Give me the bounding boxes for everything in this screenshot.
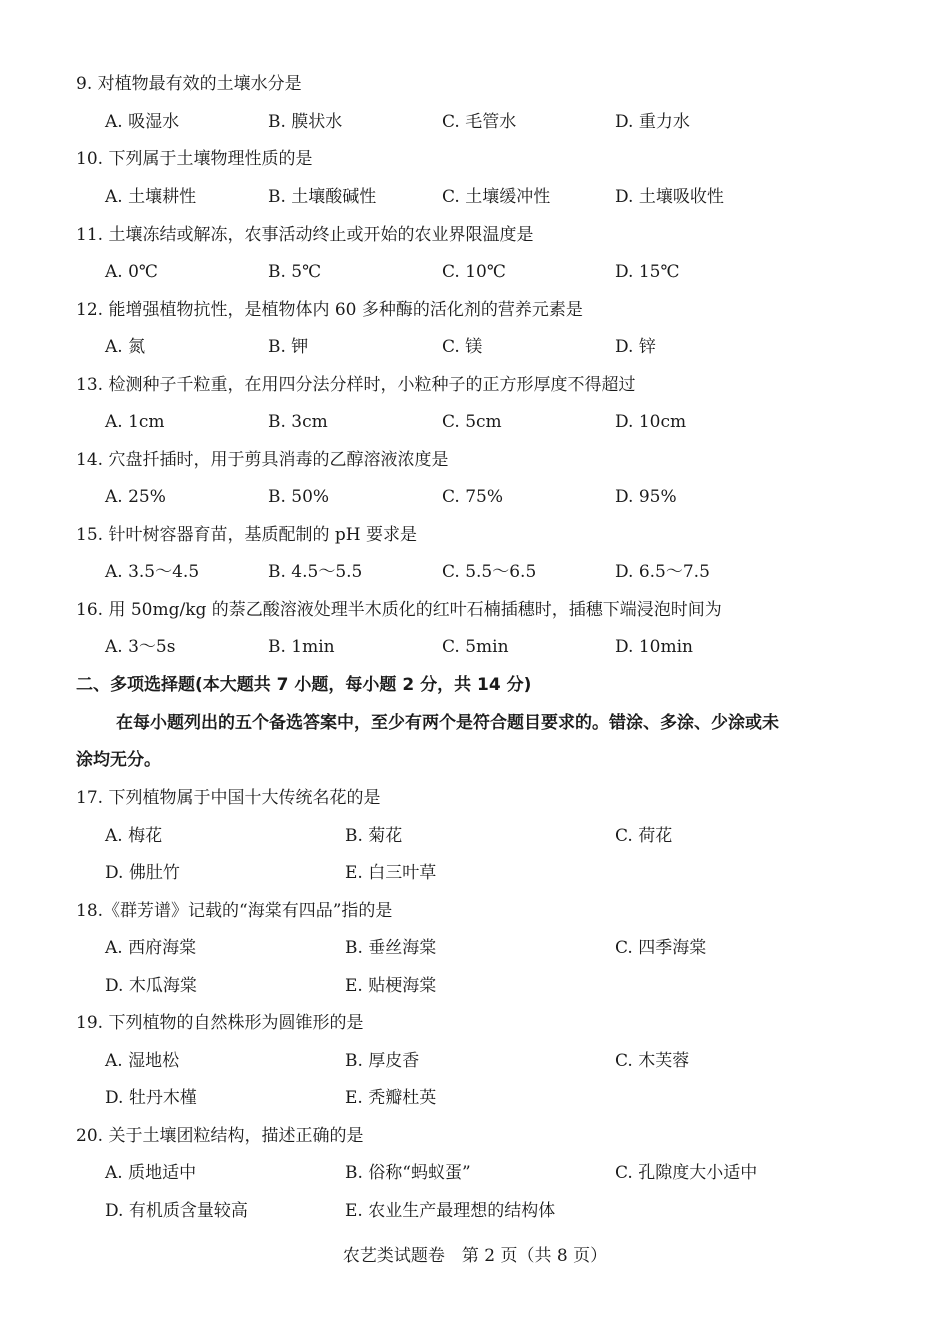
question-9-stem: 9. 对植物最有效的土壤水分是 xyxy=(76,74,302,94)
q11-option-b: B. 5℃ xyxy=(268,262,322,282)
q9-option-d: D. 重力水 xyxy=(615,112,690,132)
q12-option-d: D. 锌 xyxy=(615,337,656,357)
q19-option-b: B. 厚皮香 xyxy=(345,1051,420,1071)
q14-option-c: C. 75% xyxy=(442,487,503,507)
page-footer: 农艺类试题卷 第 2 页（共 8 页） xyxy=(342,1246,608,1266)
q10-option-d: D. 土壤吸收性 xyxy=(615,187,724,207)
q19-option-c: C. 木芙蓉 xyxy=(615,1051,690,1071)
q13-option-c: C. 5cm xyxy=(442,412,502,432)
q13-option-b: B. 3cm xyxy=(268,412,328,432)
q18-option-e: E. 贴梗海棠 xyxy=(345,976,437,996)
question-11-stem: 11. 土壤冻结或解冻，农事活动终止或开始的农业界限温度是 xyxy=(76,225,534,245)
q10-option-c: C. 土壤缓冲性 xyxy=(442,187,551,207)
q20-option-e: E. 农业生产最理想的结构体 xyxy=(345,1201,556,1221)
q9-option-b: B. 膜状水 xyxy=(268,112,343,132)
q15-option-c: C. 5.5～6.5 xyxy=(442,562,537,582)
q11-option-d: D. 15℃ xyxy=(615,262,680,282)
q11-option-a: A. 0℃ xyxy=(105,262,158,282)
question-14-stem: 14. 穴盘扦插时，用于剪具消毒的乙醇溶液浓度是 xyxy=(76,450,449,470)
q20-option-d: D. 有机质含量较高 xyxy=(105,1201,248,1221)
q20-option-c: C. 孔隙度大小适中 xyxy=(615,1163,758,1183)
question-12-stem: 12. 能增强植物抗性，是植物体内 60 多种酶的活化剂的营养元素是 xyxy=(76,300,583,320)
question-16-stem: 16. 用 50mg/kg 的萘乙酸溶液处理半木质化的红叶石楠插穗时，插穗下端浸泡时间为 xyxy=(76,600,722,620)
q14-option-a: A. 25% xyxy=(105,487,166,507)
q17-option-a: A. 梅花 xyxy=(105,826,163,846)
q18-option-d: D. 木瓜海棠 xyxy=(105,976,197,996)
q16-option-a: A. 3～5s xyxy=(105,637,176,657)
q19-option-a: A. 湿地松 xyxy=(105,1051,180,1071)
q15-option-b: B. 4.5～5.5 xyxy=(268,562,363,582)
q16-option-d: D. 10min xyxy=(615,637,693,657)
q9-option-a: A. 吸湿水 xyxy=(105,112,180,132)
question-20-stem: 20. 关于土壤团粒结构，描述正确的是 xyxy=(76,1126,364,1146)
question-19-stem: 19. 下列植物的自然株形为圆锥形的是 xyxy=(76,1013,364,1033)
question-10-stem: 10. 下列属于土壤物理性质的是 xyxy=(76,149,313,169)
q16-option-c: C. 5min xyxy=(442,637,509,657)
q10-option-b: B. 土壤酸碱性 xyxy=(268,187,377,207)
section-2-title: 二、多项选择题(本大题共 7 小题，每小题 2 分，共 14 分) xyxy=(76,675,532,695)
q12-option-a: A. 氮 xyxy=(105,337,146,357)
q15-option-a: A. 3.5～4.5 xyxy=(105,562,200,582)
q15-option-d: D. 6.5～7.5 xyxy=(615,562,710,582)
question-17-stem: 17. 下列植物属于中国十大传统名花的是 xyxy=(76,788,381,808)
q17-option-d: D. 佛肚竹 xyxy=(105,863,180,883)
q13-option-d: D. 10cm xyxy=(615,412,687,432)
q13-option-a: A. 1cm xyxy=(105,412,165,432)
q9-option-c: C. 毛管水 xyxy=(442,112,517,132)
q12-option-b: B. 钾 xyxy=(268,337,309,357)
question-13-stem: 13. 检测种子千粒重，在用四分法分样时，小粒种子的正方形厚度不得超过 xyxy=(76,375,636,395)
q18-option-b: B. 垂丝海棠 xyxy=(345,938,437,958)
q16-option-b: B. 1min xyxy=(268,637,335,657)
q14-option-b: B. 50% xyxy=(268,487,330,507)
q19-option-d: D. 牡丹木槿 xyxy=(105,1088,197,1108)
section-2-instructions-line1: 在每小题列出的五个备选答案中，至少有两个是符合题目要求的。错涂、多涂、少涂或未 xyxy=(116,713,779,733)
q18-option-c: C. 四季海棠 xyxy=(615,938,707,958)
q18-option-a: A. 西府海棠 xyxy=(105,938,197,958)
question-15-stem: 15. 针叶树容器育苗，基质配制的 pH 要求是 xyxy=(76,525,417,545)
q17-option-e: E. 白三叶草 xyxy=(345,863,437,883)
q11-option-c: C. 10℃ xyxy=(442,262,506,282)
q12-option-c: C. 镁 xyxy=(442,337,483,357)
q20-option-a: A. 质地适中 xyxy=(105,1163,197,1183)
q20-option-b: B. 俗称“蚂蚁蛋” xyxy=(345,1163,471,1183)
q10-option-a: A. 土壤耕性 xyxy=(105,187,197,207)
q17-option-c: C. 荷花 xyxy=(615,826,673,846)
q14-option-d: D. 95% xyxy=(615,487,677,507)
question-18-stem: 18.《群芳谱》记载的“海棠有四品”指的是 xyxy=(76,901,393,921)
q19-option-e: E. 秃瓣杜英 xyxy=(345,1088,437,1108)
section-2-instructions-line2: 涂均无分。 xyxy=(76,750,161,770)
q17-option-b: B. 菊花 xyxy=(345,826,403,846)
